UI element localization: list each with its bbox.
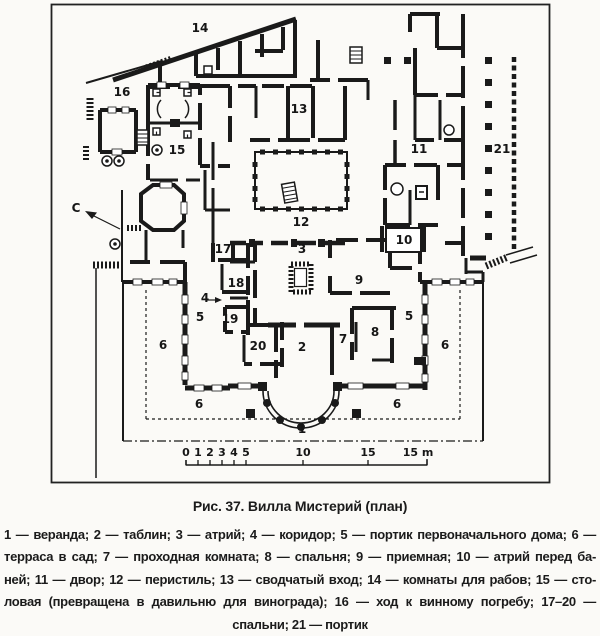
stairs-icon bbox=[350, 47, 362, 63]
room-label-12: 12 bbox=[292, 215, 310, 229]
bay-room-walls bbox=[130, 185, 185, 282]
impluvium-basin bbox=[295, 269, 307, 287]
scale-label: 3 bbox=[218, 446, 226, 459]
figure-caption: Рис. 37. Вилла Мистерий (план) bbox=[192, 498, 408, 514]
room-label-6: 6 bbox=[194, 397, 204, 411]
stairs-icon-west bbox=[137, 130, 148, 145]
room-label-20: 20 bbox=[249, 339, 267, 353]
room-label-11: 11 bbox=[410, 142, 428, 156]
room-label-7: 7 bbox=[338, 332, 348, 346]
scale-label: 15 m bbox=[402, 446, 434, 459]
scale-bar bbox=[182, 446, 433, 466]
room-label-19: 19 bbox=[221, 312, 239, 326]
south-east-stair bbox=[466, 247, 537, 282]
room-labels bbox=[72, 21, 511, 436]
room-label-6: 6 bbox=[440, 338, 450, 352]
room-label-21: 21 bbox=[493, 142, 511, 156]
room-label-2: 2 bbox=[297, 340, 307, 354]
legend-line-5: спальни; 21 — портик bbox=[232, 616, 368, 632]
peristyle-court bbox=[255, 152, 347, 209]
room-label-6: 6 bbox=[392, 397, 402, 411]
room-label-15: 15 bbox=[168, 143, 186, 157]
peristyle-columns bbox=[253, 150, 350, 212]
plan-walls bbox=[86, 12, 537, 478]
room-label-8: 8 bbox=[370, 325, 380, 339]
room-label-9: 9 bbox=[354, 273, 364, 287]
room-label-17: 17 bbox=[214, 242, 232, 256]
scale-label: 4 bbox=[230, 446, 238, 459]
room16-walls bbox=[100, 110, 136, 152]
north-arrowhead bbox=[85, 211, 97, 219]
scale-label: 0 bbox=[182, 446, 190, 459]
scale-label: 15 bbox=[360, 446, 376, 459]
terrace-dashed-boundary bbox=[123, 290, 483, 441]
portico-21-columns bbox=[485, 57, 492, 240]
room-label-10: 10 bbox=[395, 233, 413, 247]
north-arrow bbox=[90, 214, 120, 229]
room-label-5: 5 bbox=[195, 310, 205, 324]
legend-line-2: терраса в сад; 7 — проходная комната; 8 — спальня; 9 — приемная; 10 — атрий перед ба- bbox=[4, 549, 596, 565]
room-label-16: 16 bbox=[113, 85, 131, 99]
scale-label: 2 bbox=[206, 446, 214, 459]
scale-label: 10 bbox=[295, 446, 311, 459]
legend-line-4: ловая (превращена в давильню для винограда); 16 — ход к винному погребу; 17–20 — bbox=[4, 594, 596, 610]
wing-fixture bbox=[204, 66, 212, 74]
corridor4-arrowhead bbox=[215, 297, 222, 303]
room-label-18: 18 bbox=[227, 276, 245, 290]
peristyle-stairs-icon bbox=[282, 182, 298, 203]
room-label-4: 4 bbox=[200, 291, 210, 305]
room-label-1: 1 bbox=[297, 422, 307, 436]
room-label-13: 13 bbox=[290, 102, 308, 116]
central-north-walls bbox=[200, 86, 345, 142]
south-rooms-walls bbox=[268, 240, 412, 378]
terrace-walls bbox=[123, 282, 483, 441]
scale-label: 5 bbox=[242, 446, 250, 459]
scale-label: 1 bbox=[194, 446, 202, 459]
room-label-С: С bbox=[71, 201, 81, 215]
figure-legend bbox=[4, 524, 596, 636]
room-label-5: 5 bbox=[404, 309, 414, 323]
room-label-14: 14 bbox=[191, 21, 209, 35]
legend-line-1: 1 — веранда; 2 — таблин; 3 — атрий; 4 — коридор; 5 — портик первоначального дома; 6 — bbox=[4, 527, 596, 542]
room-label-3: 3 bbox=[297, 242, 307, 256]
room-label-6: 6 bbox=[158, 338, 168, 352]
legend-line-3: ней; 11 — двор; 12 — перистиль; 13 — сводчатый вход; 14 — комнаты для рабов; 15 — сто- bbox=[4, 571, 596, 587]
press-base-dots bbox=[105, 148, 159, 246]
bath-suite-walls bbox=[382, 165, 463, 282]
